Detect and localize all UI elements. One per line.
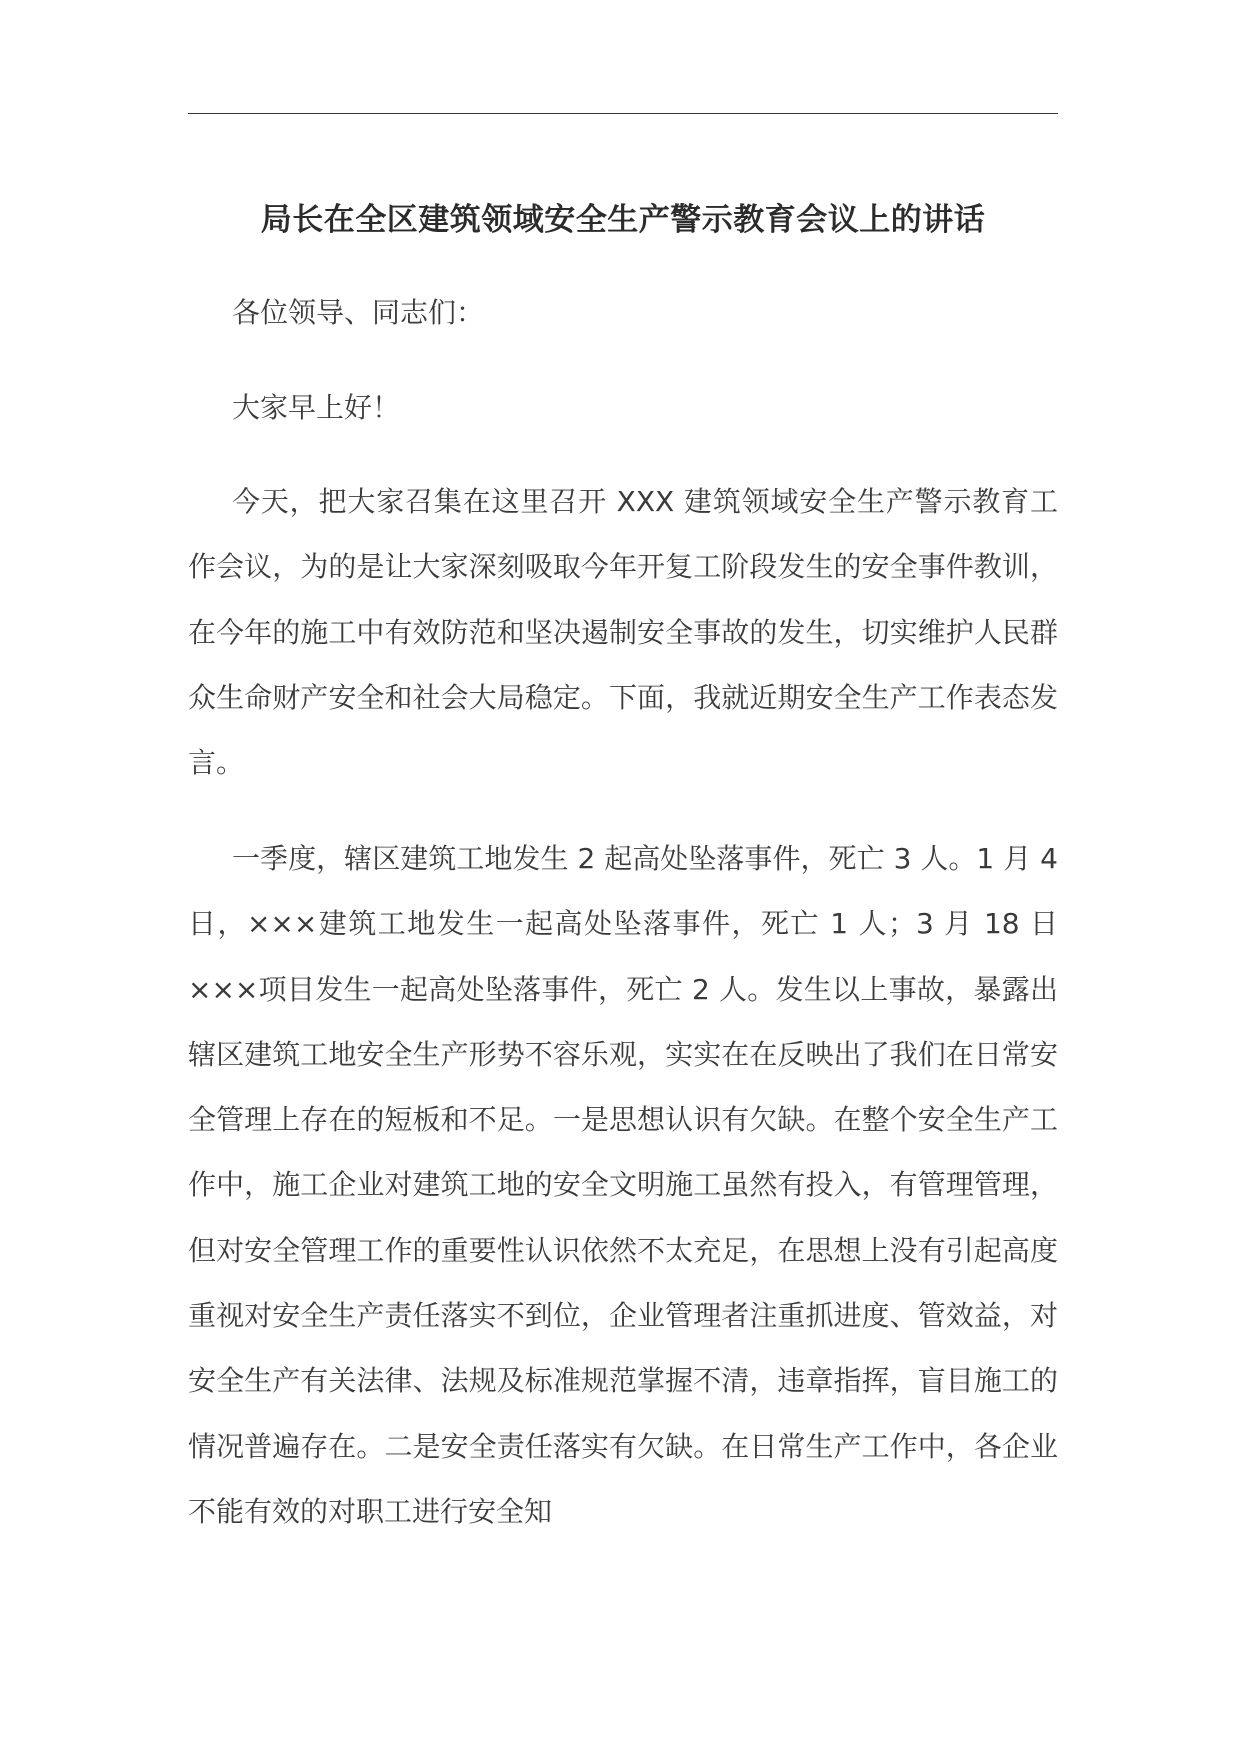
paragraph-text: 一季度，辖区建筑工地发生 2 起高处坠落事件，死亡 3 人。1 月 4 日，×××建筑工地发生一起高处坠落事件，死亡 1 人；3 月 18 日×××项目发生一起高处坠落事件，死亡 2 人。发生以上事故，暴露出辖区建筑工地安全生产形势不容乐观，实实在在反映出了我们在日常安全管理上存在的短板和不足。一是思想认识有欠缺。在整个安全生产工作中，施工企业对建筑工地的安全文明施工虽然有投入，有管理管理，但对安全管理工作的重要性认识依然不太充足，在思想上没有引起高度重视对安全生产责任落实不到位，企业管理者注重抓进度、管效益，对安全生产有关法律、法规及标准规范掌握不清，违章指挥，盲目施工的情况普遍存在。二是安全责任落实有欠缺。在日常生产工作中，各企业不能有效的对职工进行安全知	[188, 842, 1058, 1528]
paragraph-1	[188, 469, 1058, 795]
paragraph-2	[188, 826, 1058, 1544]
salutation	[188, 280, 1058, 345]
greeting-text: 大家早上好！	[232, 391, 401, 424]
salutation-text: 各位领导、同志们：	[232, 296, 485, 329]
document-title: 局长在全区建筑领域安全生产警示教育会议上的讲话	[260, 202, 986, 238]
header-rule	[188, 113, 1058, 114]
paragraph-text: 今天，把大家召集在这里召开 XXX 建筑领域安全生产警示教育工作会议，为的是让大家深刻吸取今年开复工阶段发生的安全事件教训，在今年的施工中有效防范和坚决遏制安全事故的发生，切实维护人民群众生命财产安全和社会大局稳定。下面，我就近期安全生产工作表态发言。	[188, 485, 1058, 780]
greeting	[188, 375, 1058, 440]
